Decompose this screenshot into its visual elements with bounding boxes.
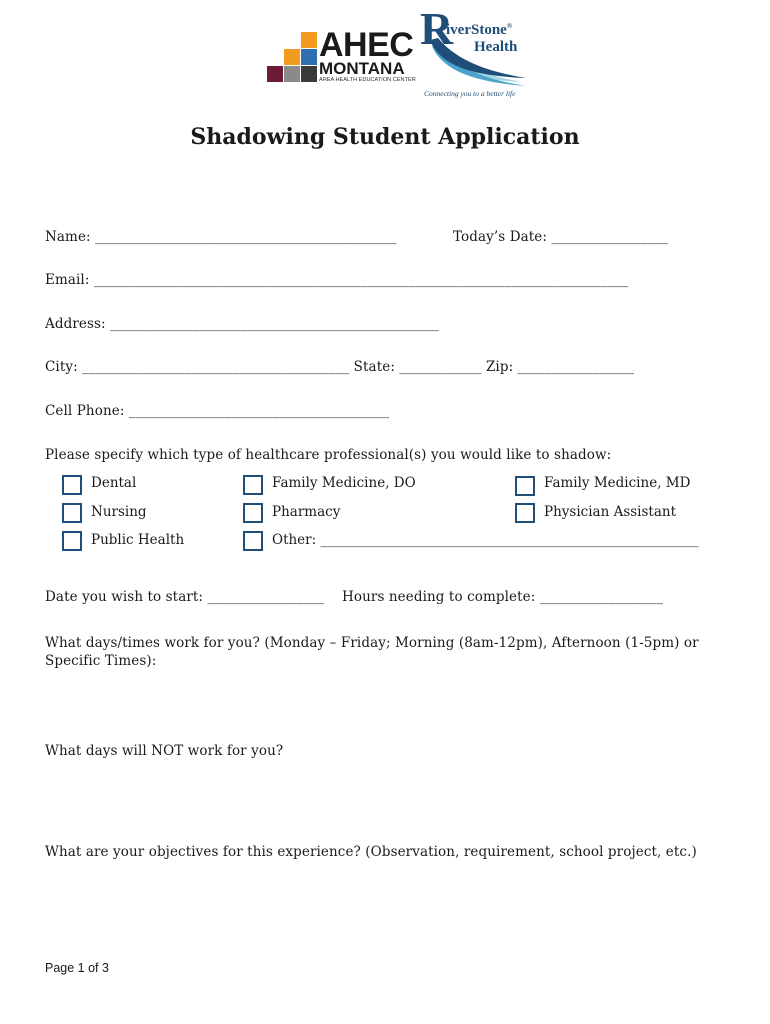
montana-wordmark: MONTANA <box>319 59 405 78</box>
riverstone-health-logo <box>418 3 538 102</box>
family-medicine-do-label: Family Medicine, DO <box>272 475 416 491</box>
nursing-label: Nursing <box>91 504 147 520</box>
physician-assistant-label: Physician Assistant <box>544 504 677 520</box>
public-health-label: Public Health <box>91 532 185 548</box>
pharmacy-label: Pharmacy <box>272 504 341 520</box>
other-field[interactable]: Other: ________________________________________________________ <box>272 532 699 548</box>
objectives-question: What are your objectives for this experience? (Observation, requirement, school project, etc.) <box>45 844 697 860</box>
logo-square-gray <box>284 66 300 82</box>
professional-prompt: Please specify which type of healthcare professional(s) you would like to shadow: <box>45 447 612 463</box>
start-date-field[interactable]: Date you wish to start: _________________ <box>45 589 324 605</box>
page-number: Page 1 of 3 <box>45 961 109 975</box>
page-title: Shadowing Student Application <box>190 124 580 150</box>
email-field[interactable]: Email: ______________________________________________________________________________ <box>45 272 629 288</box>
days-not-question: What days will NOT work for you? <box>45 743 284 759</box>
logo-square-blue <box>301 49 317 65</box>
other-checkbox[interactable] <box>243 531 263 551</box>
days-times-question-line1: What days/times work for you? (Monday – Friday; Morning (8am-12pm), Afternoon (1-5pm) or <box>45 635 699 651</box>
hours-field[interactable]: Hours needing to complete: __________________ <box>342 589 664 605</box>
family-medicine-do-checkbox[interactable] <box>243 475 263 495</box>
days-times-question-line2: Specific Times): <box>45 653 157 669</box>
cell-phone-field[interactable]: Cell Phone: ______________________________________ <box>45 403 390 419</box>
public-health-checkbox[interactable] <box>62 531 82 551</box>
family-medicine-md-checkbox[interactable] <box>515 476 535 496</box>
logo-square-orange <box>301 32 317 48</box>
todays-date-field[interactable]: Today’s Date: _________________ <box>453 229 668 245</box>
dental-checkbox[interactable] <box>62 475 82 495</box>
health-wordmark: Health <box>474 39 518 55</box>
ahec-wordmark: AHEC <box>319 26 414 64</box>
city-state-zip-field[interactable]: City: _______________________________________ State: ____________ Zip: _________________ <box>45 359 635 375</box>
name-field[interactable]: Name: ____________________________________________ <box>45 229 397 245</box>
physician-assistant-checkbox[interactable] <box>515 503 535 523</box>
dental-label: Dental <box>91 475 137 491</box>
logo-square-maroon <box>267 66 283 82</box>
logo-square-dark <box>301 66 317 82</box>
riverstone-tagline: Connecting you to a better life <box>424 89 516 98</box>
family-medicine-md-label: Family Medicine, MD <box>544 475 691 491</box>
ahec-montana-logo <box>267 26 417 96</box>
riverstone-wordmark: iverStone® <box>446 22 513 38</box>
pharmacy-checkbox[interactable] <box>243 503 263 523</box>
riverstone-r-letter: R <box>420 3 454 54</box>
address-field[interactable]: Address: ________________________________________________ <box>45 316 439 332</box>
ahec-subtitle: AREA HEALTH EDUCATION CENTER <box>319 77 416 83</box>
nursing-checkbox[interactable] <box>62 503 82 523</box>
logo-square-orange-2 <box>284 49 300 65</box>
